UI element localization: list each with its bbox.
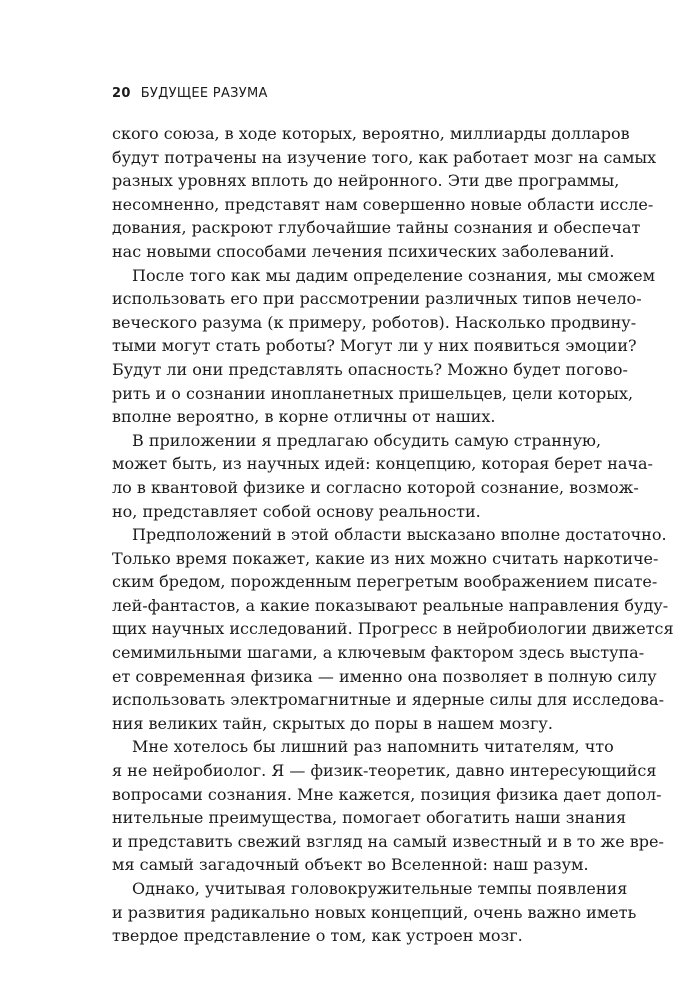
text-line: ского союза, в ходе которых, вероятно, миллиарды долларов [112, 124, 630, 143]
running-header [112, 86, 268, 101]
text-line: ет современная физика — именно она позволяет в полную силу [112, 666, 657, 686]
text-line: Только время покажет, какие из них можно считать наркотиче- [112, 548, 659, 568]
text-line: веческого разума (к примеру, роботов). Насколько продвину- [112, 312, 637, 332]
text-line: вполне вероятно, в корне отличны от наших. [112, 407, 496, 427]
text-line: несомненно, представят нам совершенно новые области иссле- [112, 194, 654, 214]
text-line: В приложении я предлагаю обсудить самую странную, [132, 430, 602, 450]
text-line: использовать его при рассмотрении различных типов нечело- [112, 289, 642, 309]
text-line: и представить свежий взгляд на самый известный и в то же вре- [112, 831, 664, 851]
text-line: нас новыми способами лечения психических заболеваний. [112, 241, 615, 261]
text-line: семимильными шагами, а ключевым фактором здесь выступа- [112, 643, 645, 663]
body-text [112, 122, 674, 948]
text-line: Будут ли они представлять опасность? Можно будет погово- [112, 359, 628, 379]
text-line: я не нейробиолог. Я — физик-теоретик, давно интересующийся [112, 761, 657, 781]
page-number: 20 [112, 86, 131, 101]
text-line: Предположений в этой области высказано вполне достаточно. [132, 525, 667, 545]
text-line: дования, раскроют глубочайшие тайны сознания и обеспечат [112, 218, 641, 238]
text-line: твердое представление о том, как устроен мозг. [112, 926, 523, 946]
text-line: Мне хотелось бы лишний раз напомнить читателям, что [132, 737, 614, 757]
paragraph [112, 523, 674, 735]
paragraph [112, 735, 664, 877]
paragraph [112, 429, 653, 523]
paragraph [112, 877, 637, 948]
text-line: будут потрачены на изучение того, как работает мозг на самых [112, 147, 657, 167]
text-line: мя самый загадочный объект во Вселенной: наш разум. [112, 855, 589, 875]
paragraph [112, 264, 656, 429]
text-line: может быть, из научных идей: концепцию, которая берет нача- [112, 454, 653, 474]
text-line: ло в квантовой физике и согласно которой сознание, возмож- [112, 477, 639, 497]
text-line: рить и о сознании инопланетных пришельцев, цели которых, [112, 383, 634, 403]
text-line: лей-фантастов, а какие показывают реальные направления буду- [112, 595, 669, 615]
text-line: и развития радикально новых концепций, очень важно иметь [112, 902, 637, 922]
text-line: разных уровнях вплоть до нейронного. Эти две программы, [112, 171, 620, 191]
text-line: вопросами сознания. Мне кажется, позиция физика дает допол- [112, 784, 662, 804]
text-line: тыми могут стать роботы? Могут ли у них появиться эмоции? [112, 336, 637, 356]
text-line: Однако, учитывая головокружительные темпы появления [132, 879, 628, 898]
paragraph [112, 122, 657, 264]
text-line: щих научных исследований. Прогресс в нейробиологии движется [112, 619, 674, 639]
text-line: ским бредом, порожденным перегретым воображением писате- [112, 572, 658, 592]
text-line: использовать электромагнитные и ядерные силы для исследова- [112, 690, 664, 710]
book-title: БУДУЩЕЕ РАЗУМА [140, 86, 268, 101]
text-line: но, представляет собой основу реальности. [112, 501, 481, 521]
text-line: ния великих тайн, скрытых до поры в нашем мозгу. [112, 713, 553, 733]
text-line: После того как мы дадим определение сознания, мы сможем [132, 265, 656, 285]
text-line: нительные преимущества, помогает обогатить наши знания [112, 808, 627, 828]
